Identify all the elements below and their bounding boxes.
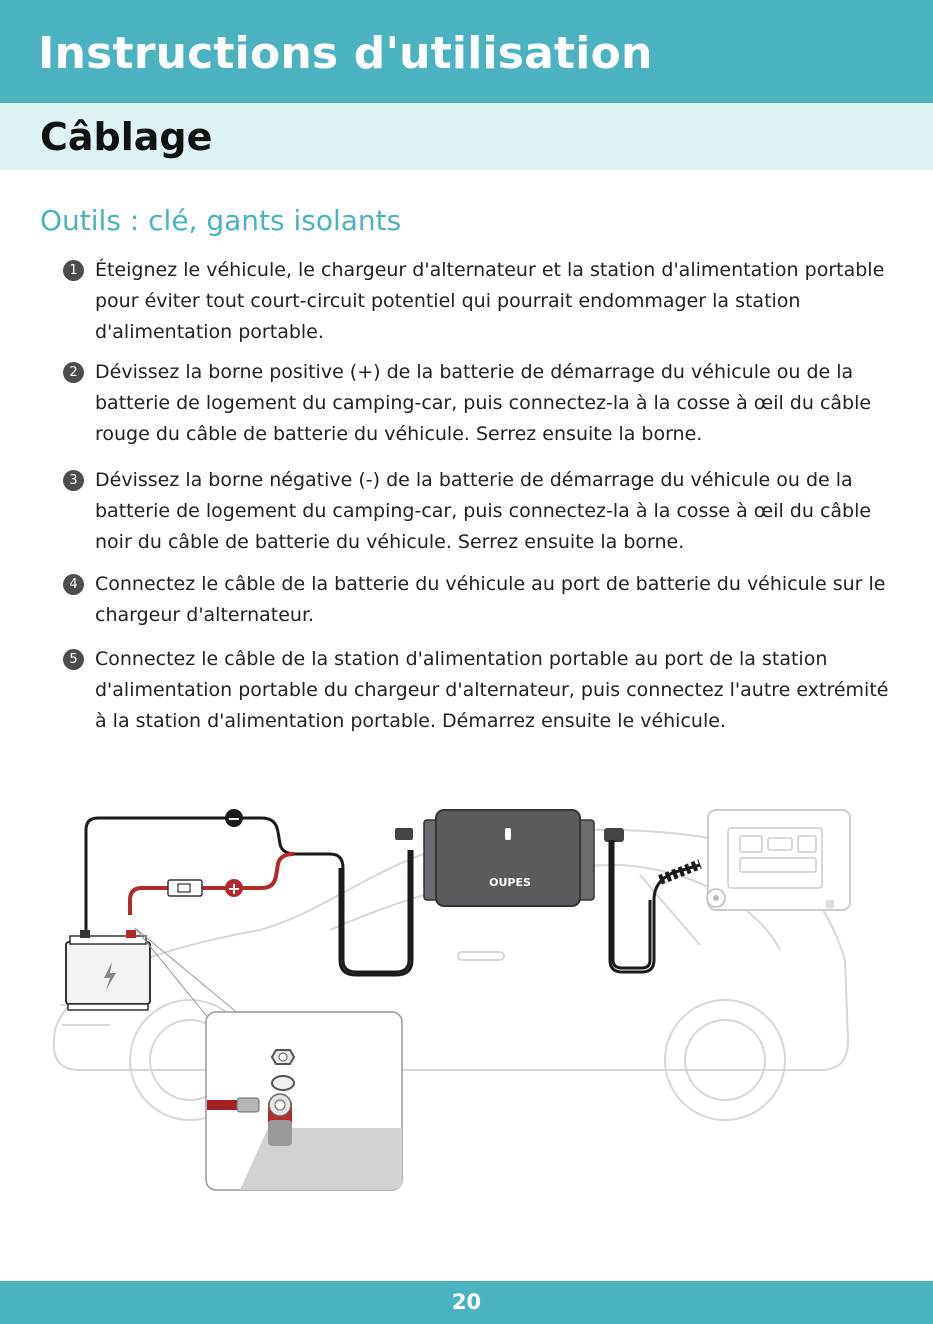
step-text-1: Éteignez le véhicule, le chargeur d'alternateur et la station d'alimentation portable pour éviter tout court-circuit potentiel qui pourrait endommager la station d'alimentation portable. [95,259,885,343]
svg-text:−: − [227,809,241,828]
section-header [0,103,933,170]
step-number-5: 5 [63,649,84,670]
alternator-charger-icon [395,810,624,906]
battery-icon [66,930,150,1010]
terminal-detail-inset [206,1012,402,1190]
page-number: 20 [451,1290,482,1314]
step-text-5: Connectez le câble de la station d'alimentation portable au port de la station d'alimentation portable du chargeur d'alternateur, puis connectez l'autre extrémité à la station d'alimentation portable. Démarrez ensuite le véhicule. [95,648,889,732]
step-number-4: 4 [63,574,84,595]
station-cable [610,840,700,972]
step-text-4: Connectez le câble de la batterie du véhicule au port de batterie du véhicule sur le chargeur d'alternateur. [95,573,886,626]
step-number-3: 3 [63,470,84,491]
step-text-3: Dévissez la borne négative (-) de la batterie de démarrage du véhicule ou de la batterie de logement du camping-car, puis connectez-la à la cosse à œil du câble noir du câble de batterie du véhicule. Serrez ensuite la borne. [95,469,872,553]
step-1 [69,255,905,348]
step-number-2: 2 [63,362,84,383]
page-footer [0,1281,933,1324]
step-5 [69,644,905,737]
step-3 [69,465,905,558]
section-title: Câblage [40,115,213,159]
step-4 [69,569,905,631]
page-header [0,0,933,103]
fuse-icon [168,880,202,896]
wiring-diagram [0,780,933,1220]
step-text-2: Dévissez la borne positive (+) de la batterie de démarrage du véhicule ou de la batterie de logement du camping-car, puis connectez-la à la cosse à œil du câble rouge du câble de batterie du véhicule. Serrez ensuite la borne. [95,361,872,445]
svg-text:+: + [227,879,241,898]
page-title: Instructions d'utilisation [38,28,653,79]
step-number-1: 1 [63,260,84,281]
step-2 [69,357,905,450]
red-cable [130,854,294,915]
brand-label: OUPES [489,876,531,889]
power-station-icon [707,810,850,910]
tools-heading: Outils : clé, gants isolants [40,204,402,237]
